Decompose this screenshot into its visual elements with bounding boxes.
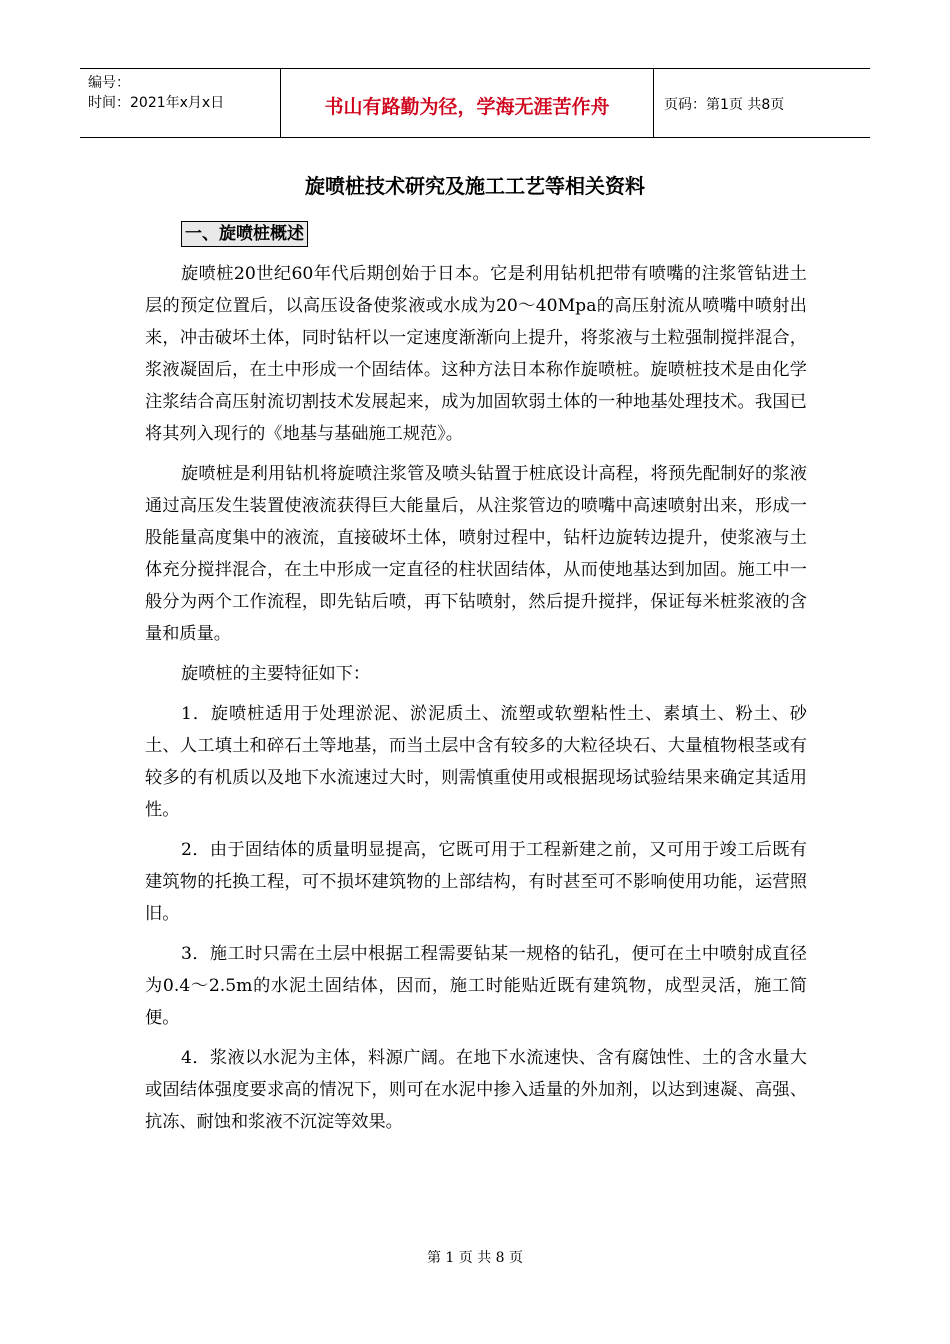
number-label: 编号： — [88, 75, 130, 91]
document-header — [80, 68, 870, 138]
time-label: 时间：2021年x月x日 — [88, 95, 225, 111]
document-body — [145, 258, 807, 1146]
header-info-cell — [80, 69, 281, 137]
list-item: 3．施工时只需在土层中根据工程需要钻某一规格的钻孔，便可在土中喷射成直径为0.4～2.5m的水泥土固结体，因而，施工时能贴近既有建筑物，成型灵活，施工简便。 — [145, 944, 807, 1028]
paragraph: 旋喷桩20世纪60年代后期创始于日本。它是利用钻机把带有喷嘴的注浆管钻进土层的预定位置后，以高压设备使浆液或水成为20～40Mpa的高压射流从喷嘴中喷射出来，冲击破坏土体，同时钻杆以一定速度渐渐向上提升，将浆液与土粒强制搅拌混合，浆液凝固后，在土中形成一个固结体。这种方法日本称作旋喷桩。旋喷桩技术是由化学注浆结合高压射流切割技术发展起来，成为加固软弱土体的一种地基处理技术。我国已将其列入现行的《地基与基础施工规范》。 — [145, 264, 807, 444]
document-title: 旋喷桩技术研究及施工工艺等相关资料 — [305, 174, 645, 198]
paragraph: 旋喷桩的主要特征如下： — [181, 664, 371, 684]
page-footer: 第 1 页 共 8 页 — [426, 1250, 524, 1266]
paragraph: 旋喷桩是利用钻机将旋喷注浆管及喷头钻置于桩底设计高程，将预先配制好的浆液通过高压发生装置使液流获得巨大能量后，从注浆管边的喷嘴中高速喷射出来，形成一股能量高度集中的液流，直接破坏土体，喷射过程中，钻杆边旋转边提升，使浆液与土体充分搅拌混合，在土中形成一定直径的柱状固结体，从而使地基达到加固。施工中一般分为两个工作流程，即先钻后喷，再下钻喷射，然后提升搅拌，保证每米桩浆液的含量和质量。 — [145, 464, 807, 644]
header-page-label: 页码：第1页 共8页 — [664, 97, 785, 113]
header-motto: 书山有路勤为径，学海无涯苦作舟 — [281, 69, 654, 137]
section-heading: 一、旋喷桩概述 — [181, 221, 308, 247]
list-item: 4．浆液以水泥为主体，料源广阔。在地下水流速快、含有腐蚀性、土的含水量大或固结体强度要求高的情况下，则可在水泥中掺入适量的外加剂，以达到速凝、高强、抗冻、耐蚀和浆液不沉淀等效果。 — [145, 1048, 807, 1132]
list-item: 1．旋喷桩适用于处理淤泥、淤泥质土、流塑或软塑粘性土、素填土、粉土、砂土、人工填土和碎石土等地基，而当土层中含有较多的大粒径块石、大量植物根茎或有较多的有机质以及地下水流速过大时，则需慎重使用或根据现场试验结果来确定其适用性。 — [145, 704, 807, 820]
list-item: 2．由于固结体的质量明显提高，它既可用于工程新建之前，又可用于竣工后既有建筑物的托换工程，可不损坏建筑物的上部结构，有时甚至可不影响使用功能，运营照旧。 — [145, 840, 807, 924]
